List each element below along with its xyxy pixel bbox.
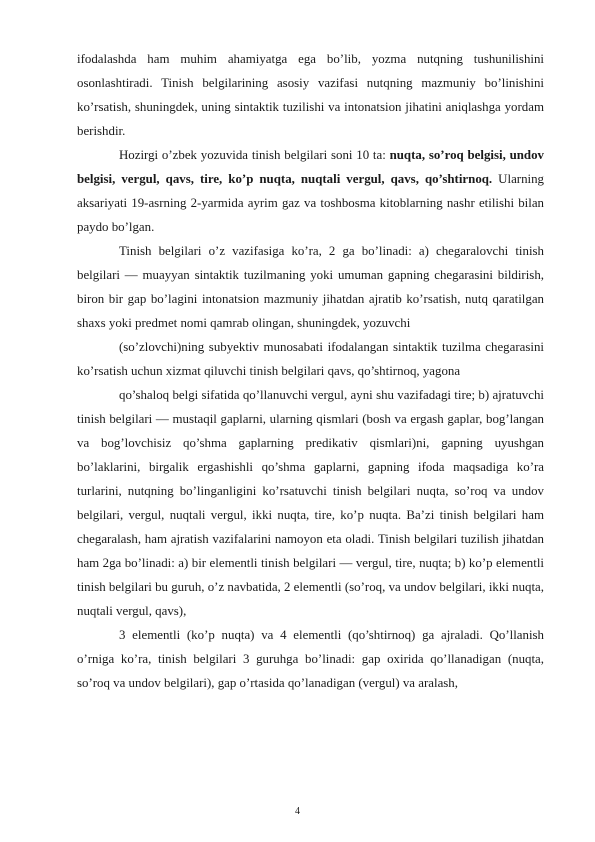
punctuation-list-bold: nuqta, so’roq belgisi, undov belgisi, vergul, qavs, tire, ko’p nuqta, nuqtali vergul, qavs, qo’shtirnoq. — [77, 148, 544, 186]
document-body — [77, 47, 544, 695]
paragraph-4: (so’zlovchi)ning subyektiv munosabati ifodalangan sintaktik tuzilma chegarasini ko’rsatish uchun xizmat qiluvchi tinish belgilari qavs, qo’shtirnoq, yagona — [77, 340, 544, 378]
paragraph-2-text: Hozirgi o’zbek yozuvida tinish belgilari soni 10 ta: — [119, 148, 390, 162]
paragraph-2 — [77, 143, 544, 239]
page-number: 4 — [295, 806, 300, 817]
paragraph-5: qo’shaloq belgi sifatida qo’llanuvchi vergul, ayni shu vazifadagi tire; b) ajratuvchi tinish belgilari — mustaqil gaplarni, ularning qismlari (bosh va ergash gaplar, bog’langan va bog’lovchisiz qo’shma gaplarning predikativ qismlari)ni, gapning uyushgan bo’laklarini, birgalik ergashishli qo’shma gaplarni, gapning ifoda maqsadiga ko’ra turlarini, nutqning bo’linganligini ko’rsatuvchi tinish belgilari nuqta, so’roq va undov belgilari, vergul, nuqtali vergul, ikki nuqta, tire, ko’p nuqta. Ba’zi tinish belgilari ham chegaralash, ham ajratish vazifalarini namoyon eta oladi. Tinish belgilari tuzilish jihatdan ham 2ga bo’linadi: a) bir elementli tinish belgilari — vergul, tire, nuqta; b) ko’p elementli tinish belgilari bu guruh, o’z navbatida, 2 elementli (so’roq, va undov belgilari, ikki nuqta, nuqtali vergul, qavs), — [77, 388, 544, 618]
paragraph-3: Tinish belgilari o’z vazifasiga ko’ra, 2 ga bo’linadi: a) chegaralovchi tinish belgilari — muayyan sintaktik tuzilmaning yoki umuman gapning chegarasini bildirish, biron bir gap bo’lagini intonatsion mazmuniy jihatdan ajratib ko’rsatish, nutq qaratilgan shaxs yoki predmet nomi qamrab olingan, shuningdek, yozuvchi — [77, 244, 544, 330]
paragraph-6: 3 elementli (ko’p nuqta) va 4 elementli (qo’shtirnoq) ga ajraladi. Qo’llanish o’rniga ko’ra, tinish belgilari 3 guruhga bo’linadi: gap oxirida qo’llanadigan (nuqta, so’roq va undov belgilari), gap o’rtasida qo’lanadigan (vergul) va aralash, — [77, 628, 544, 690]
paragraph-2-tail: Ularning aksariyati 19-asrning 2-yarmida ayrim gaz va toshbosma kitoblarning nashr etilishi bilan paydo bo’lgan. — [77, 172, 544, 234]
paragraph-1: ifodalashda ham muhim ahamiyatga ega bo’lib, yozma nutqning tushunilishini osonlashtiradi. Tinish belgilarining asosiy vazifasi nutqning mazmuniy bo’linishini ko’rsatish, shuningdek, uning sintaktik tuzilishi va intonatsion jihatini aniqlashga yordam berishdir. — [77, 52, 544, 138]
